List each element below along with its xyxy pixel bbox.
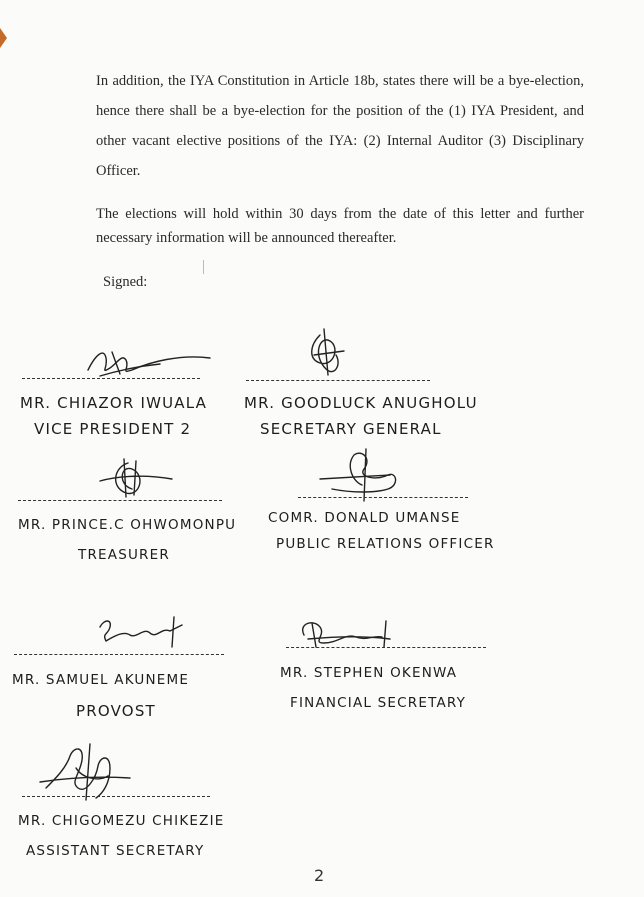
signature-vice-president [60, 340, 220, 390]
signatory-name: MR. CHIAZOR IWUALA [20, 394, 208, 412]
signatory-title: SECRETARY GENERAL [260, 420, 442, 438]
signatory-name: COMR. DONALD UMANSE [268, 510, 461, 526]
paragraph-election-timing: The elections will hold within 30 days from the date of this letter and further necessary information will be announced thereafter. [96, 206, 584, 246]
paragraph-bye-election: In addition, the IYA Constitution in Article 18b, states there will be a bye-election, hence there shall be a bye-election for the position of the (1) IYA President, and other vacant elective positions of the IYA: (2) Internal Auditor (3) Disciplinary Officer. [96, 73, 584, 179]
signature-line [298, 497, 468, 498]
signatory-name: MR. STEPHEN OKENWA [280, 665, 458, 681]
signature-line [22, 796, 210, 797]
signatory-title: ASSISTANT SECRETARY [26, 843, 205, 859]
signature-public-relations-officer [292, 445, 412, 505]
signatory-title: FINANCIAL SECRETARY [290, 695, 467, 711]
signature-block-financial-secretary [270, 605, 570, 725]
signatory-name: MR. CHIGOMEZU CHIKEZIE [18, 813, 225, 829]
signatory-name: MR. PRINCE.C OHWOMONPU [18, 517, 237, 533]
page-number: 2 [314, 866, 325, 885]
signature-assistant-secretary [26, 738, 146, 808]
signature-line [14, 654, 224, 655]
signature-block-assistant-secretary [0, 738, 320, 868]
signature-line [286, 647, 486, 648]
signatory-title: PROVOST [76, 702, 156, 720]
signature-provost [90, 613, 190, 653]
page-mark [203, 260, 204, 274]
signed-label: Signed: [103, 274, 148, 290]
signature-line [246, 380, 430, 381]
signatory-title: TREASURER [78, 547, 170, 563]
signatory-title: VICE PRESIDENT 2 [34, 420, 192, 438]
signature-treasurer [80, 457, 180, 501]
signature-line [22, 378, 200, 379]
signature-secretary-general [290, 325, 370, 385]
signatory-name: MR. GOODLUCK ANUGHOLU [244, 394, 478, 412]
signatory-title: PUBLIC RELATIONS OFFICER [276, 536, 495, 552]
signature-block-public-relations-officer [250, 445, 550, 565]
signature-block-secretary-general [230, 325, 530, 440]
signatory-name: MR. SAMUEL AKUNEME [12, 672, 190, 688]
corner-mark [0, 28, 7, 48]
signature-line [18, 500, 222, 501]
